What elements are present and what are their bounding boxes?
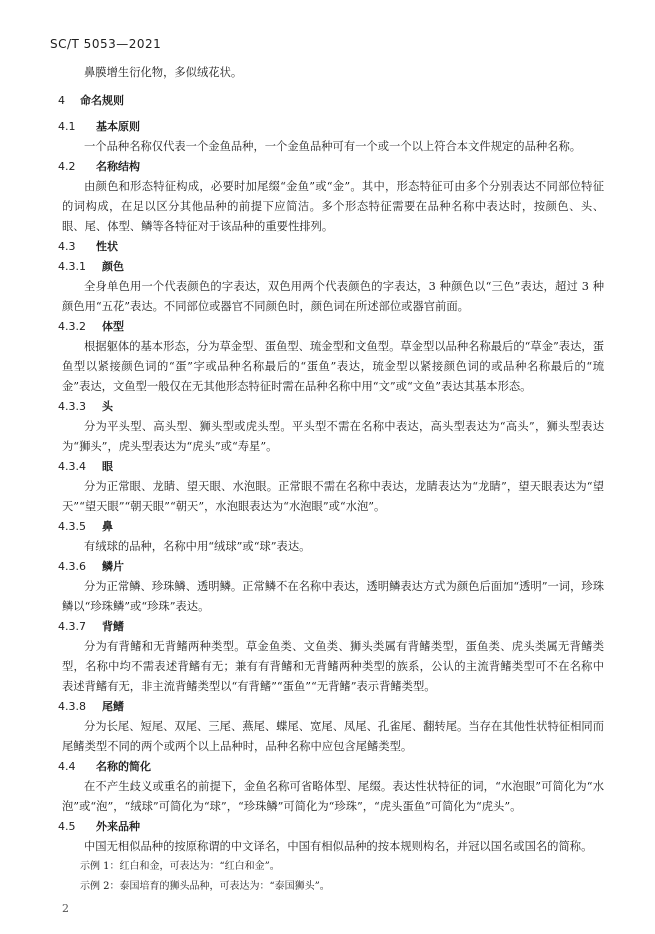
section-4-3-6-heading bbox=[58, 557, 604, 577]
section-4-3-2-text: 根据躯体的基本形态，分为草金型、蛋鱼型、琉金型和文鱼型。草金型以品种名称最后的“草金”表达，蛋鱼型以紧接颜色词的“蛋”字或品种名称最后的“蛋鱼”表达，琉金型以紧接颜色词的或品种名称最后的“琉金”表达，文鱼型一般仅在无其他形态特征时需在品种名称中用“文”或“文鱼”表达其基本形态。 bbox=[62, 340, 604, 393]
section-4-3-2-heading bbox=[58, 317, 604, 337]
section-4-3-6-text: 分为正常鳞、珍珠鳞、透明鳞。正常鳞不在名称中表达，透明鳞表达方式为颜色后面加“透明”一词，珍珠鳞以“珍珠鳞”或“珍珠”表达。 bbox=[62, 580, 604, 613]
intro-continuation: 鼻膜增生衍化物，多似绒花状。 bbox=[84, 66, 243, 79]
section-4-3-4-text: 分为正常眼、龙睛、望天眼、水泡眼。正常眼不需在名称中表达，龙睛表达为“龙睛”，望天眼表达为“望天”“望天眼”“朝天眼”“朝天”，水泡眼表达为“水泡眼”或“水泡”。 bbox=[62, 480, 604, 513]
example-1: 示例 1：红白和金，可表达为：“红白和金”。 bbox=[80, 861, 280, 872]
section-title: 尾鳍 bbox=[102, 700, 124, 713]
section-number: 4.4 bbox=[58, 760, 76, 773]
section-4-3-5-text: 有绒球的品种，名称中用“绒球”或“球”表达。 bbox=[84, 540, 311, 553]
section-title: 体型 bbox=[102, 320, 124, 333]
section-title: 眼 bbox=[102, 460, 113, 473]
section-title: 鼻 bbox=[102, 520, 113, 533]
section-4-5-text: 中国无相似品种的按原称谓的中文译名，中国有相似品种的按本规则构名，并冠以国名或国名的简称。 bbox=[84, 840, 593, 853]
example-2: 示例 2：泰国培育的狮头品种，可表达为：“泰国狮头”。 bbox=[80, 881, 330, 892]
section-4-4-text: 在不产生歧义或重名的前提下，金鱼名称可省略体型、尾缀。表达性状特征的词，“水泡眼”可简化为“水泡”或“泡”，“绒球”可简化为“球”，“珍珠鳞”可简化为“珍珠”，“虎头蛋鱼”可简化为“虎头”。 bbox=[62, 780, 604, 813]
section-number: 4.3 bbox=[58, 240, 76, 253]
section-title: 命名规则 bbox=[80, 94, 124, 107]
section-4-3-1-text: 全身单色用一个代表颜色的字表达，双色用两个代表颜色的字表达，3 种颜色以“三色”表达，超过 3 种颜色用“五花”表达。不同部位或器官不同颜色时，颜色词在所述部位或器官前面。 bbox=[62, 280, 604, 313]
section-number: 4 bbox=[58, 94, 65, 107]
section-4-3-8-heading bbox=[58, 697, 604, 717]
section-title: 名称结构 bbox=[96, 160, 140, 173]
section-number: 4.3.2 bbox=[58, 320, 86, 333]
section-number: 4.5 bbox=[58, 820, 76, 833]
section-number: 4.3.4 bbox=[58, 460, 86, 473]
section-number: 4.3.1 bbox=[58, 260, 86, 273]
section-title: 颜色 bbox=[102, 260, 124, 273]
section-4-3-5-heading bbox=[58, 517, 604, 537]
section-4-2-heading bbox=[58, 157, 604, 177]
section-number: 4.1 bbox=[58, 120, 76, 133]
section-4-1-heading bbox=[58, 117, 604, 137]
section-title: 头 bbox=[102, 400, 113, 413]
section-4-3-3-text: 分为平头型、高头型、狮头型或虎头型。平头型不需在名称中表达，高头型表达为“高头”，狮头型表达为“狮头”，虎头型表达为“虎头”或“寿星”。 bbox=[62, 420, 604, 453]
section-4-5-heading bbox=[58, 817, 604, 837]
section-number: 4.3.3 bbox=[58, 400, 86, 413]
section-title: 名称的简化 bbox=[96, 760, 151, 773]
section-title: 性状 bbox=[96, 240, 118, 253]
section-4-1-text: 一个品种名称仅代表一个金鱼品种，一个金鱼品种可有一个或一个以上符合本文件规定的品种名称。 bbox=[84, 140, 582, 153]
section-title: 背鳍 bbox=[102, 620, 124, 633]
section-number: 4.3.6 bbox=[58, 560, 86, 573]
section-4-3-3-heading bbox=[58, 397, 604, 417]
section-number: 4.3.5 bbox=[58, 520, 86, 533]
section-4-2-text: 由颜色和形态特征构成，必要时加尾缀“金鱼”或“金”。其中，形态特征可由多个分别表达不同部位特征的词构成，在足以区分其他品种的前提下应简洁。多个形态特征需要在品种名称中表达时，按颜色、头、眼、尾、体型、鳞等各特征对于该品种的重要性排列。 bbox=[62, 180, 604, 233]
section-4-3-8-text: 分为长尾、短尾、双尾、三尾、燕尾、蝶尾、宽尾、凤尾、孔雀尾、翻转尾。当存在其他性状特征相同而尾鳍类型不同的两个或两个以上品种时，品种名称中应包含尾鳍类型。 bbox=[62, 720, 604, 753]
section-title: 基本原则 bbox=[96, 120, 140, 133]
document-body bbox=[58, 63, 604, 897]
section-4-3-1-heading bbox=[58, 257, 604, 277]
section-title: 鳞片 bbox=[102, 560, 124, 573]
section-4-heading bbox=[58, 91, 604, 111]
section-4-3-7-heading bbox=[58, 617, 604, 637]
section-title: 外来品种 bbox=[96, 820, 140, 833]
section-number: 4.3.7 bbox=[58, 620, 86, 633]
section-4-3-7-text: 分为有背鳍和无背鳍两种类型。草金鱼类、文鱼类、狮头类属有背鳍类型，蛋鱼类、虎头类属无背鳍类型，名称中均不需表述背鳍有无；兼有有背鳍和无背鳍两种类型的族系，公认的主流背鳍类型可不在名称中表述背鳍有无，非主流背鳍类型以“有背鳍”“蛋鱼”“无背鳍”表示背鳍类型。 bbox=[62, 640, 604, 693]
section-number: 4.3.8 bbox=[58, 700, 86, 713]
section-4-3-heading bbox=[58, 237, 604, 257]
section-number: 4.2 bbox=[58, 160, 76, 173]
section-4-3-4-heading bbox=[58, 457, 604, 477]
standard-code: SC/T 5053—2021 bbox=[50, 37, 162, 51]
section-4-4-heading bbox=[58, 757, 604, 777]
page-number: 2 bbox=[62, 902, 69, 915]
